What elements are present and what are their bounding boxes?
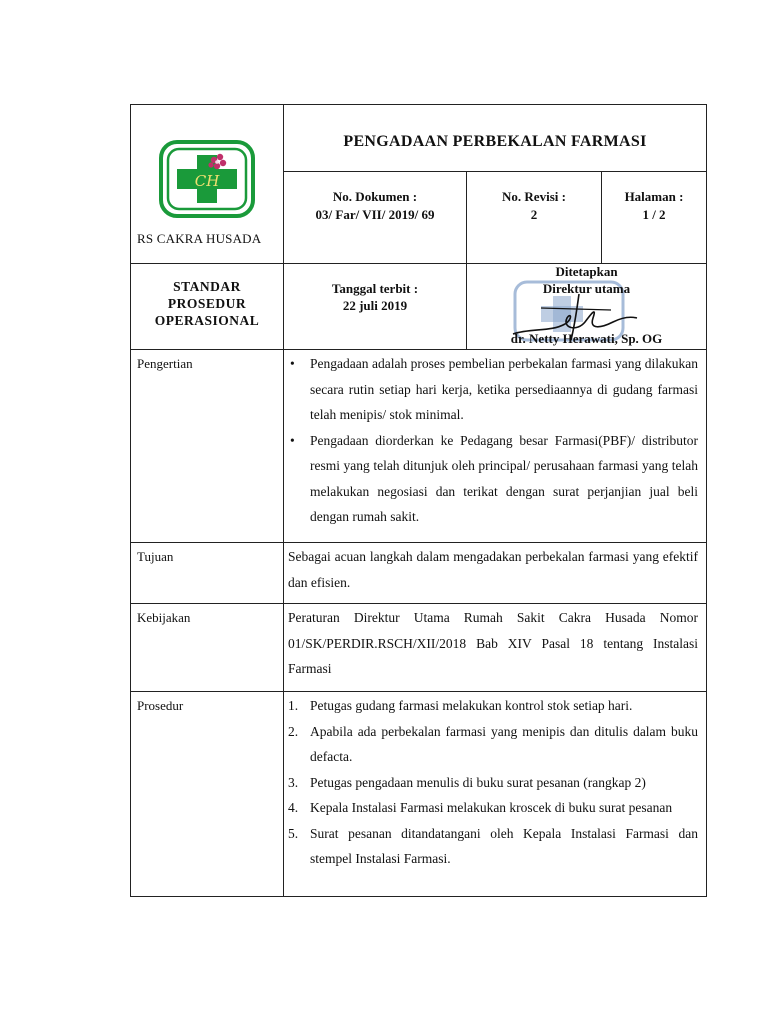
section-body-prosedur xyxy=(284,692,707,897)
prosedur-steps xyxy=(288,693,698,872)
section-body-kebijakan: Peraturan Direktur Utama Rumah Sakit Cakra Husada Nomor 01/SK/PERDIR.RSCH/XII/2018 Bab XIV Pasal 18 tentang Instalasi Farmasi xyxy=(284,604,707,692)
step-text-4: Kepala Instalasi Farmasi melakukan kroscek di buku surat pesanan xyxy=(310,800,673,815)
page-label: Halaman : xyxy=(624,189,684,205)
hospital-logo xyxy=(159,140,255,223)
pengertian-list xyxy=(288,351,698,530)
approval-box xyxy=(467,264,707,350)
list-item: 2. Apabila ada perbekalan farmasi yang menipis dan ditulis dalam buku defacta. xyxy=(288,723,699,764)
approved-role: Direktur utama xyxy=(542,281,631,296)
sop-line-1: STANDAR xyxy=(173,279,241,294)
sop-line-2: PROSEDUR xyxy=(167,296,247,311)
revision-label: No. Revisi : xyxy=(502,189,566,205)
list-item: 4. Kepala Instalasi Farmasi melakukan kroscek di buku surat pesanan xyxy=(288,800,673,815)
list-item: 1. Petugas gudang farmasi melakukan kontrol stok setiap hari. xyxy=(288,698,633,713)
doc-number-label: No. Dokumen : xyxy=(332,189,418,205)
section-label-kebijakan: Kebijakan xyxy=(131,604,284,692)
revision-box xyxy=(467,172,602,264)
document-title: PENGADAAN PERBEKALAN FARMASI xyxy=(284,105,707,172)
hospital-name: RS CAKRA HUSADA xyxy=(137,231,262,246)
list-item: 3. Petugas pengadaan menulis di buku surat pesanan (rangkap 2) xyxy=(288,774,646,790)
hospital-logo-cell xyxy=(131,105,284,264)
sop-line-3: OPERASIONAL xyxy=(154,313,260,328)
page-box xyxy=(602,172,707,264)
issue-date-label: Tanggal terbit : xyxy=(331,281,419,296)
section-body-tujuan: Sebagai acuan langkah dalam mengadakan perbekalan farmasi yang efektif dan efisien. xyxy=(284,543,707,604)
revision-value: 2 xyxy=(530,207,538,223)
list-item: • Pengadaan adalah proses pembelian perbekalan farmasi yang dilakukan secara rutin setiap hari kerja, ketika persediaannya di gudang farmasi telah menipis/ stok minimal. xyxy=(290,356,699,422)
logo-initials: CH xyxy=(194,172,220,190)
section-label-pengertian: Pengertian xyxy=(131,350,284,543)
director-name: dr. Netty Herawati, Sp. OG xyxy=(510,331,663,346)
sop-type-label xyxy=(131,264,284,350)
sop-document xyxy=(130,104,706,897)
issue-date-box xyxy=(284,264,467,350)
section-body-pengertian xyxy=(284,350,707,543)
step-text-5: Surat pesanan ditandatangani oleh Kepala Instalasi Farmasi dan stempel Instalasi Farmasi. xyxy=(310,825,699,866)
bullet-text-1: Pengadaan adalah proses pembelian perbekalan farmasi yang dilakukan secara rutin setiap hari kerja, ketika persediaannya di gudang farmasi telah menipis/ stok minimal. xyxy=(310,356,699,422)
bullet-text-2: Pengadaan diorderkan ke Pedagang besar Farmasi(PBF)/ distributor resmi yang telah ditunjuk oleh principal/ perusahaan farmasi yang telah melakukan negosiasi dan terikat dengan surat perjanjian jual beli dengan rumah sakit. xyxy=(310,432,699,524)
step-text-2: Apabila ada perbekalan farmasi yang menipis dan ditulis dalam buku defacta. xyxy=(310,723,699,764)
list-item: • Pengadaan diorderkan ke Pedagang besar Farmasi(PBF)/ distributor resmi yang telah ditunjuk oleh principal/ perusahaan farmasi yang telah melakukan negosiasi dan terikat dengan surat perjanjian jual beli dengan rumah sakit. xyxy=(290,432,699,524)
step-text-1: Petugas gudang farmasi melakukan kontrol stok setiap hari. xyxy=(310,698,633,713)
issue-date-value: 22 juli 2019 xyxy=(342,298,408,313)
doc-number-value: 03/ Far/ VII/ 2019/ 69 xyxy=(315,207,435,223)
approved-label: Ditetapkan xyxy=(555,264,618,279)
section-label-tujuan: Tujuan xyxy=(131,543,284,604)
list-item: 5. Surat pesanan ditandatangani oleh Kepala Instalasi Farmasi dan stempel Instalasi Farmasi. xyxy=(288,825,699,866)
sop-table xyxy=(130,104,707,897)
step-text-3: Petugas pengadaan menulis di buku surat pesanan (rangkap 2) xyxy=(310,774,646,790)
doc-number-box xyxy=(284,172,467,264)
section-label-prosedur: Prosedur xyxy=(131,692,284,897)
page-value: 1 / 2 xyxy=(642,207,666,223)
